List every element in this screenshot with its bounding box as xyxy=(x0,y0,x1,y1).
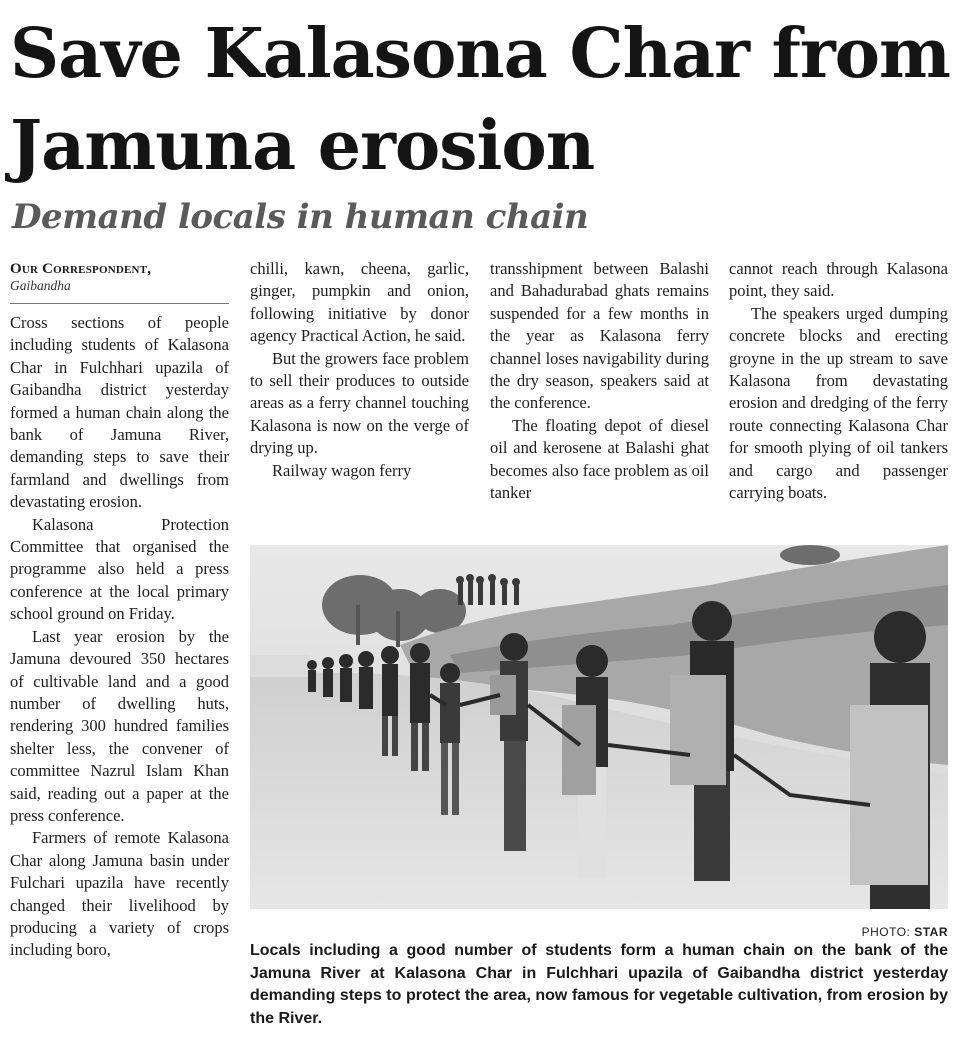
article-column-2 xyxy=(250,258,469,482)
subheadline: Demand locals in human chain xyxy=(12,197,589,237)
article-column-1 xyxy=(10,312,229,962)
photo-credit xyxy=(862,925,948,939)
article-column-3 xyxy=(490,258,709,504)
byline-name: Our Correspondent, xyxy=(10,261,152,277)
byline-divider xyxy=(10,303,229,304)
paragraph: cannot reach through Kalasona point, they said. xyxy=(729,259,948,301)
person xyxy=(307,660,317,692)
photo-credit-label: PHOTO: xyxy=(861,925,911,939)
byline-place: Gaibandha xyxy=(10,278,71,293)
paragraph: The floating depot of diesel oil and kerosene at Balashi ghat becomes also face problem as oil tanker xyxy=(490,415,709,503)
person xyxy=(339,654,353,702)
photo-caption: Locals including a good number of students form a human chain on the bank of the Jamuna River at Kalasona Char in Fulchhari upazila of Gaibandha district yesterday demanding steps to protect the area, now famous for vegetable cultivation, from erosion by the River. xyxy=(250,942,948,1027)
paragraph: Farmers of remote Kalasona Char along Jamuna basin under Fulchari upazila have recently changed their livelihood by producing a variety of crops including boro, xyxy=(10,828,229,960)
article-column-4 xyxy=(729,258,948,504)
headline: Save Kalasona Char from Jamuna erosion xyxy=(10,14,950,186)
human-chain-photo-illustration xyxy=(250,545,948,909)
paragraph: Last year erosion by the Jamuna devoured 350 hectares of cultivable land and a good number of dwelling huts, rendering 300 hundred families shelter less, the convener of committee Nazrul Islam Khan said, reading out a paper at the press conference. xyxy=(10,626,229,825)
news-photo xyxy=(250,545,948,909)
byline xyxy=(10,260,229,294)
person xyxy=(322,657,334,697)
paragraph: Railway wagon ferry xyxy=(272,460,412,480)
paragraph: Kalasona Protection Committee that organised the programme also held a press conference at the local primary school ground on Friday. xyxy=(10,514,229,624)
paragraph: chilli, kawn, cheena, garlic, ginger, pumpkin and onion, following initiative by donor agency Practical Action, he said. xyxy=(250,259,469,346)
paragraph: Cross sections of people including students of Kalasona Char in Fulchhari upazila of Gaibandha district yesterday formed a human chain along the bank of Jamuna River, demanding steps to save their farmland and dwellings from devastating erosion. xyxy=(10,313,229,512)
photo-credit-source: STAR xyxy=(914,925,948,939)
paragraph: The speakers urged dumping concrete blocks and erecting groyne in the up stream to save Kalasona from devastating erosion and dredging of the ferry route connecting Kalasona Char for smooth plying of oil tankers and cargo and passenger carrying boats. xyxy=(729,303,948,503)
paragraph: But the growers face problem to sell their produces to outside areas as a ferry channel touching Kalasona is now on the verge of drying up. xyxy=(250,348,469,458)
paragraph: transshipment between Balashi and Bahadurabad ghats remains suspended for a few months in the year as Kalasona ferry channel loses navigability during the dry season, speakers said at the conference. xyxy=(490,259,709,413)
person xyxy=(358,651,374,709)
